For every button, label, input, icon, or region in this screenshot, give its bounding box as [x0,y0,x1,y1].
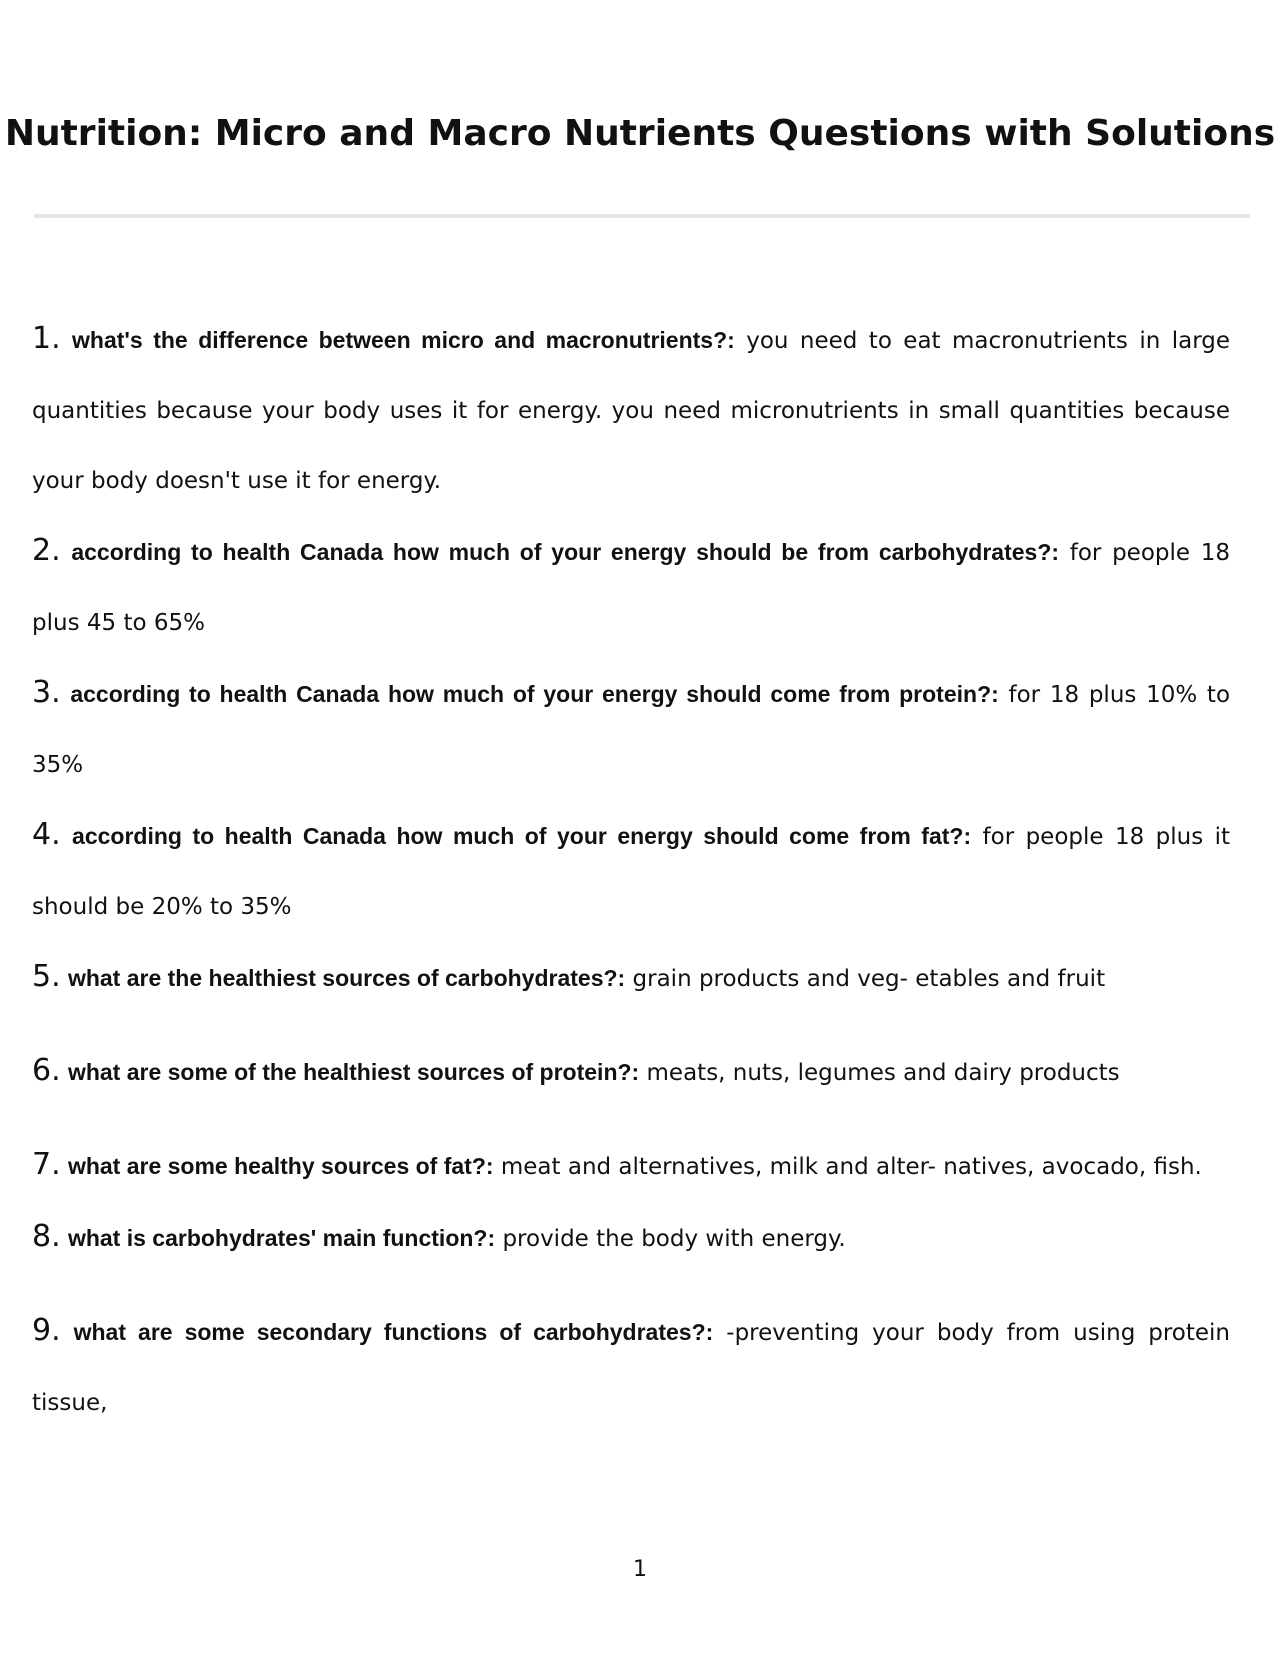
qa-answer: for people 18 plus 45 to 65% [32,540,1231,636]
qa-number: 7. [32,1147,61,1182]
qa-question: what are some of the healthiest sources of protein?: [67,1059,640,1085]
page-number: 1 [633,1557,647,1582]
qa-answer: provide the body with energy. [502,1226,846,1252]
qa-question: what is carbohydrates' main function?: [67,1225,496,1251]
qa-number: 2. [32,533,61,568]
qa-question: according to health Canada how much of your energy should come from protein?: [70,681,999,707]
question-list [32,304,1230,1438]
qa-item-2 [32,516,1230,658]
qa-question: according to health Canada how much of your energy should be from carbohydrates?: [71,539,1060,565]
qa-answer: for 18 plus 10% to 35% [32,682,1231,778]
qa-number: 4. [32,817,61,852]
qa-answer: for people 18 plus it should be 20% to 35% [32,824,1231,920]
qa-question: what's the difference between micro and macronutrients?: [72,327,735,353]
qa-answer: you need to eat macronutrients in large quantities because your body uses it for energy. you need micronutrients in small quantities because your body doesn't use it for energy. [32,328,1230,494]
qa-answer: grain products and veg- etables and fruit [632,966,1106,992]
qa-item-6 [32,1036,1230,1108]
qa-answer: -preventing your body from using protein tissue, [32,1320,1231,1416]
qa-number: 6. [32,1053,61,1088]
qa-number: 8. [32,1219,61,1254]
qa-question: what are the healthiest sources of carbohydrates?: [67,965,626,991]
qa-item-5 [32,942,1230,1014]
qa-number: 5. [32,959,61,994]
qa-number: 9. [32,1313,61,1348]
qa-item-3 [32,658,1230,800]
qa-item-9 [32,1296,1230,1438]
qa-question: according to health Canada how much of your energy should come from fat?: [72,823,972,849]
qa-question: what are some secondary functions of carbohydrates?: [73,1319,714,1345]
qa-item-1 [32,304,1230,516]
qa-item-7 [32,1130,1230,1202]
qa-item-8 [32,1202,1230,1274]
qa-item-4 [32,800,1230,942]
qa-number: 1. [32,321,61,356]
qa-question: what are some healthy sources of fat?: [67,1153,494,1179]
qa-number: 3. [32,675,61,710]
qa-answer: meat and alternatives, milk and alter- natives, avocado, fish. [500,1154,1202,1180]
title-divider [34,214,1250,218]
document-title: Nutrition: Micro and Macro Nutrients Questions with Solutions [4,113,1276,154]
qa-answer: meats, nuts, legumes and dairy products [646,1060,1120,1086]
